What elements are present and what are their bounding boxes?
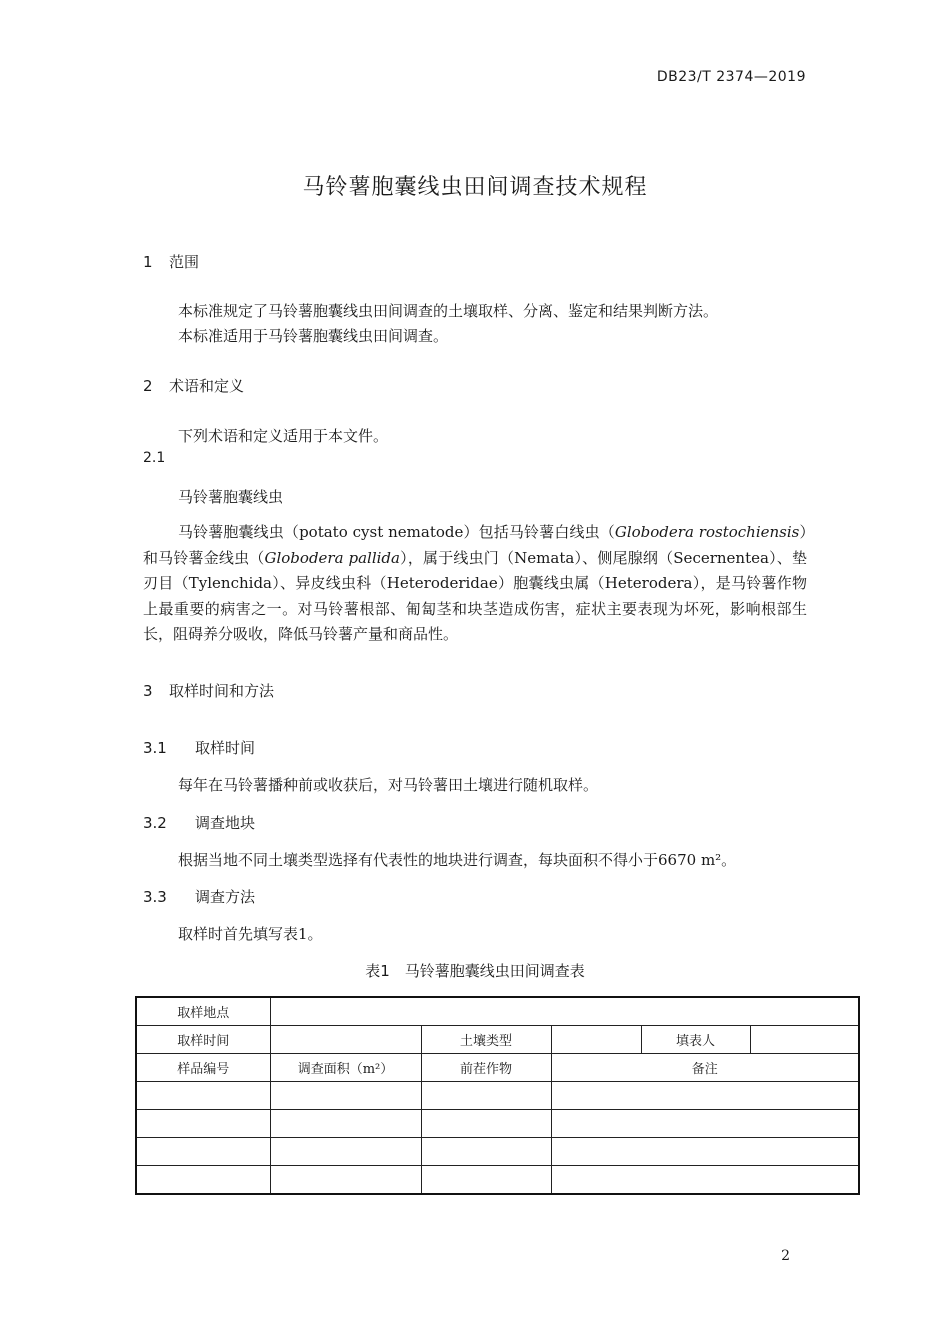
- table-cell: [551, 1166, 859, 1195]
- paragraph: 根据当地不同土壤类型选择有代表性的地块进行调查，每块面积不得小于6670 m²。: [178, 851, 737, 869]
- subsection-number: 2.1: [143, 450, 166, 466]
- section-number: 2: [143, 377, 153, 395]
- table-cell: [270, 1110, 421, 1138]
- table-cell: [551, 1138, 859, 1166]
- paragraph: 取样时首先填写表1。: [178, 925, 323, 943]
- section-title: 取样时间和方法: [169, 682, 275, 700]
- species-name: Globodera pallida: [264, 548, 400, 567]
- table-row: [136, 1082, 859, 1110]
- table-cell: [270, 997, 859, 1026]
- paragraph: 本标准规定了马铃薯胞囊线虫田间调查的土壤取样、分离、鉴定和结果判断方法。: [178, 302, 719, 320]
- table-cell: 调查面积（m²）: [270, 1054, 421, 1082]
- table-cell: 样品编号: [136, 1054, 270, 1082]
- paragraph: 下列术语和定义适用于本文件。: [178, 427, 389, 445]
- table-cell: [421, 1082, 551, 1110]
- section-1-heading: [143, 251, 199, 272]
- subsection-3-1-heading: [143, 737, 255, 758]
- table-cell: [750, 1026, 859, 1054]
- page-number: 2: [781, 1248, 790, 1264]
- subsection-title: 取样时间: [195, 739, 256, 757]
- def-text: ）和马铃薯金线虫（: [143, 523, 807, 567]
- table-cell: [421, 1110, 551, 1138]
- paragraph: 本标准适用于马铃薯胞囊线虫田间调查。: [178, 327, 449, 345]
- table-cell: [270, 1082, 421, 1110]
- table-row: [136, 1054, 859, 1082]
- table-row: [136, 1110, 859, 1138]
- table-cell: [421, 1166, 551, 1195]
- table-cell: [551, 1026, 641, 1054]
- subsection-title: 调查方法: [195, 888, 256, 906]
- table-caption: 表1 马铃薯胞囊线虫田间调查表: [365, 962, 585, 980]
- table-cell: [136, 1138, 270, 1166]
- section-3-heading: [143, 680, 274, 701]
- subsection-number: 3.1: [143, 739, 167, 757]
- table-cell: [136, 1166, 270, 1195]
- table-cell: [551, 1110, 859, 1138]
- section-number: 3: [143, 682, 153, 700]
- table-cell: 前茬作物: [421, 1054, 551, 1082]
- table-cell: [551, 1082, 859, 1110]
- page-title: 马铃薯胞囊线虫田间调查技术规程: [302, 175, 648, 200]
- section-title: 范围: [169, 253, 200, 271]
- table-cell: [270, 1166, 421, 1195]
- table-cell: [136, 1082, 270, 1110]
- table-row: [136, 1138, 859, 1166]
- species-name: Globodera rostochiensis: [614, 523, 800, 541]
- subsection-3-2-heading: [143, 812, 255, 833]
- subsection-3-3-heading: [143, 886, 255, 907]
- subsection-number: 3.3: [143, 888, 167, 906]
- def-text: 马铃薯胞囊线虫（potato cyst nematode）包括马铃薯白线虫（: [178, 523, 615, 541]
- term-definition: [143, 520, 807, 648]
- table-cell: [270, 1026, 421, 1054]
- survey-table: [135, 996, 860, 1195]
- table-cell: 备注: [551, 1054, 859, 1082]
- table-cell: 填表人: [641, 1026, 750, 1054]
- table-cell: 取样地点: [136, 997, 270, 1026]
- term-title: 马铃薯胞囊线虫: [178, 488, 284, 506]
- table-cell: 土壤类型: [421, 1026, 551, 1054]
- table-cell: 取样时间: [136, 1026, 270, 1054]
- doc-number: DB23/T 2374—2019: [656, 69, 806, 85]
- table-row: [136, 997, 859, 1026]
- table-row: [136, 1166, 859, 1195]
- def-text: ），属于线虫门（Nemata）、侧尾腺纲（Secernentea）、垫刃目（Tylenchida）、异皮线虫科（Heteroderidae）胞囊线虫属（Heterodera），是马铃薯作物上最重要的病害之一。对马铃薯根部、匍匐茎和块茎造成伤害，症状主要表现为坏死，影响根部生长，阻碍养分吸收，降低马铃薯产量和商品性。: [143, 548, 807, 643]
- section-2-heading: [143, 375, 244, 396]
- table-cell: [421, 1138, 551, 1166]
- subsection-title: 调查地块: [195, 814, 256, 832]
- section-title: 术语和定义: [169, 377, 245, 395]
- section-number: 1: [143, 253, 153, 271]
- paragraph: 每年在马铃薯播种前或收获后，对马铃薯田土壤进行随机取样。: [178, 776, 599, 794]
- table-cell: [270, 1138, 421, 1166]
- table-cell: [136, 1110, 270, 1138]
- table-row: [136, 1026, 859, 1054]
- subsection-number: 3.2: [143, 814, 167, 832]
